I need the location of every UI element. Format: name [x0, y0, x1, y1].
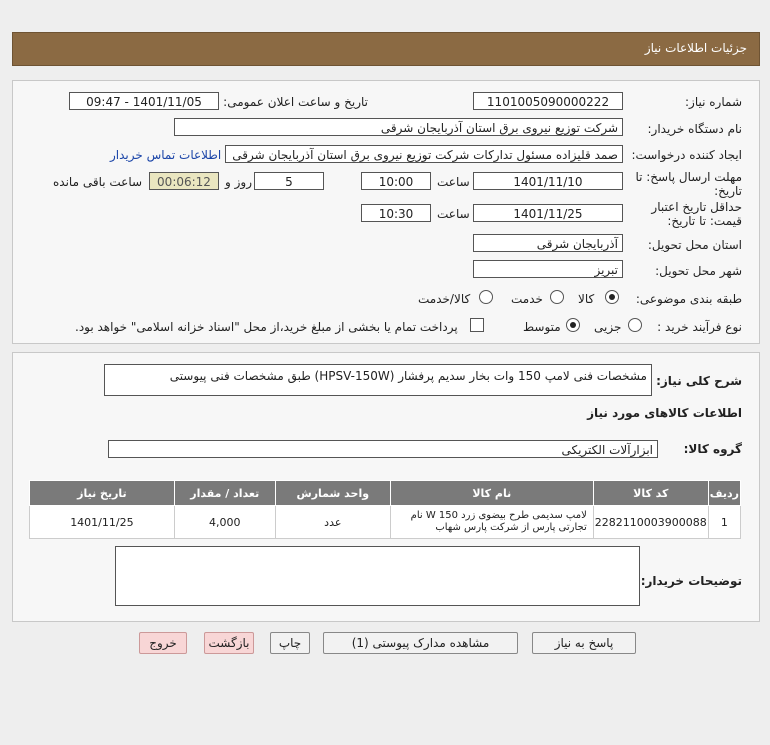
announce-datetime-field[interactable]: 1401/11/05 - 09:47 [69, 92, 219, 110]
goods-table-header [30, 481, 741, 506]
back-button[interactable]: بازگشت [204, 632, 254, 654]
page-header [12, 32, 760, 66]
price-validity-label-date: قیمت: تا تاریخ: [667, 214, 742, 228]
goods-table [29, 480, 741, 539]
process-minor-label: جزیی [594, 320, 622, 334]
process-medium-radio[interactable] [566, 318, 580, 332]
remaining-time-field: 00:06:12 [149, 172, 219, 190]
description-label: شرح کلی نیاز: [656, 374, 742, 388]
col-quantity: تعداد / مقدار [174, 481, 275, 506]
cell-row: 1 [708, 506, 740, 539]
col-name: نام کالا [390, 481, 593, 506]
page-title: جزئیات اطلاعات نیاز [644, 41, 747, 55]
treasury-payment-checkbox[interactable] [470, 318, 484, 332]
category-service-radio[interactable] [550, 290, 564, 304]
buyer-notes-label: توضیحات خریدار: [640, 574, 742, 588]
process-minor-radio[interactable] [628, 318, 642, 332]
remaining-time-label: ساعت باقی مانده [53, 175, 143, 189]
category-service-label: خدمت [511, 292, 543, 306]
remaining-days-field[interactable]: 5 [254, 172, 324, 190]
request-creator-field[interactable]: صمد قلیزاده مسئول تدارکات شرکت توزیع نیروی برق استان آذربایجان شرقی [225, 145, 623, 163]
validity-time-field[interactable]: 10:30 [361, 204, 431, 222]
cell-quantity: 4,000 [174, 506, 275, 539]
goods-info-title: اطلاعات کالاهای مورد نیاز [587, 406, 742, 420]
category-goods-service-label: کالا/خدمت [418, 292, 471, 306]
description-text: مشخصات فنی لامپ 150 وات بخار سدیم پرفشار (HPSV-150W) طبق مشخصات فنی پیوستی [169, 369, 647, 383]
buyer-org-label: نام دستگاه خریدار: [647, 122, 742, 136]
category-goods-label: کالا [578, 292, 595, 306]
col-unit: واحد شمارش [275, 481, 390, 506]
need-number-label: شماره نیاز: [685, 95, 742, 109]
delivery-province-field[interactable]: آذربایجان شرقی [473, 234, 623, 252]
category-goods-service-radio[interactable] [479, 290, 493, 304]
cell-name: لامپ سدیمی طرح بیضوی زرد W 150 نام تجارتی پارس از شرکت پارس شهاب [390, 506, 593, 539]
deadline-time-label: ساعت [437, 175, 470, 189]
treasury-payment-text: پرداخت تمام یا بخشی از مبلغ خرید،از محل "اسناد خزانه اسلامی" خواهد بود. [75, 320, 458, 334]
process-type-label: نوع فرآیند خرید : [657, 320, 742, 334]
buyer-notes-box[interactable] [115, 546, 640, 606]
attachments-button[interactable]: مشاهده مدارک پیوستی (1) [323, 632, 518, 654]
process-medium-label: متوسط [523, 320, 561, 334]
deadline-date-field[interactable]: 1401/11/10 [473, 172, 623, 190]
category-label: طبقه بندی موضوعی: [635, 292, 742, 306]
price-validity-label: حداقل تاریخ اعتبار [651, 200, 742, 214]
deadline-time-field[interactable]: 10:00 [361, 172, 431, 190]
cell-need-date: 1401/11/25 [30, 506, 175, 539]
exit-button[interactable]: خروج [139, 632, 187, 654]
validity-time-label: ساعت [437, 207, 470, 221]
need-number-field[interactable]: 1101005090000222 [473, 92, 623, 110]
reply-button[interactable]: پاسخ به نیاز [532, 632, 636, 654]
validity-date-field[interactable]: 1401/11/25 [473, 204, 623, 222]
table-row[interactable] [30, 506, 741, 539]
delivery-city-label: شهر محل تحویل: [655, 264, 742, 278]
buyer-org-field[interactable]: شرکت توزیع نیروی برق استان آذربایجان شرقی [174, 118, 623, 136]
print-button[interactable]: چاپ [270, 632, 310, 654]
col-row: ردیف [708, 481, 740, 506]
delivery-province-label: استان محل تحویل: [647, 238, 742, 252]
deadline-label-date: تاریخ: [714, 184, 742, 198]
cell-unit: عدد [275, 506, 390, 539]
cell-code: 2282110003900088 [593, 506, 708, 539]
description-box [104, 364, 652, 396]
announce-datetime-label: تاریخ و ساعت اعلان عمومی: [223, 95, 368, 109]
days-label: روز و [225, 175, 252, 189]
deadline-label: مهلت ارسال پاسخ: تا [635, 170, 742, 184]
category-goods-radio[interactable] [605, 290, 619, 304]
delivery-city-field[interactable]: تبریز [473, 260, 623, 278]
request-creator-label: ایجاد کننده درخواست: [631, 148, 742, 162]
buyer-contact-link[interactable]: اطلاعات تماس خریدار [110, 148, 222, 162]
goods-group-field[interactable]: ابزارآلات الکتریکی [108, 440, 658, 458]
col-need-date: تاریخ نیاز [30, 481, 175, 506]
col-code: کد کالا [593, 481, 708, 506]
goods-group-label: گروه کالا: [683, 442, 742, 456]
